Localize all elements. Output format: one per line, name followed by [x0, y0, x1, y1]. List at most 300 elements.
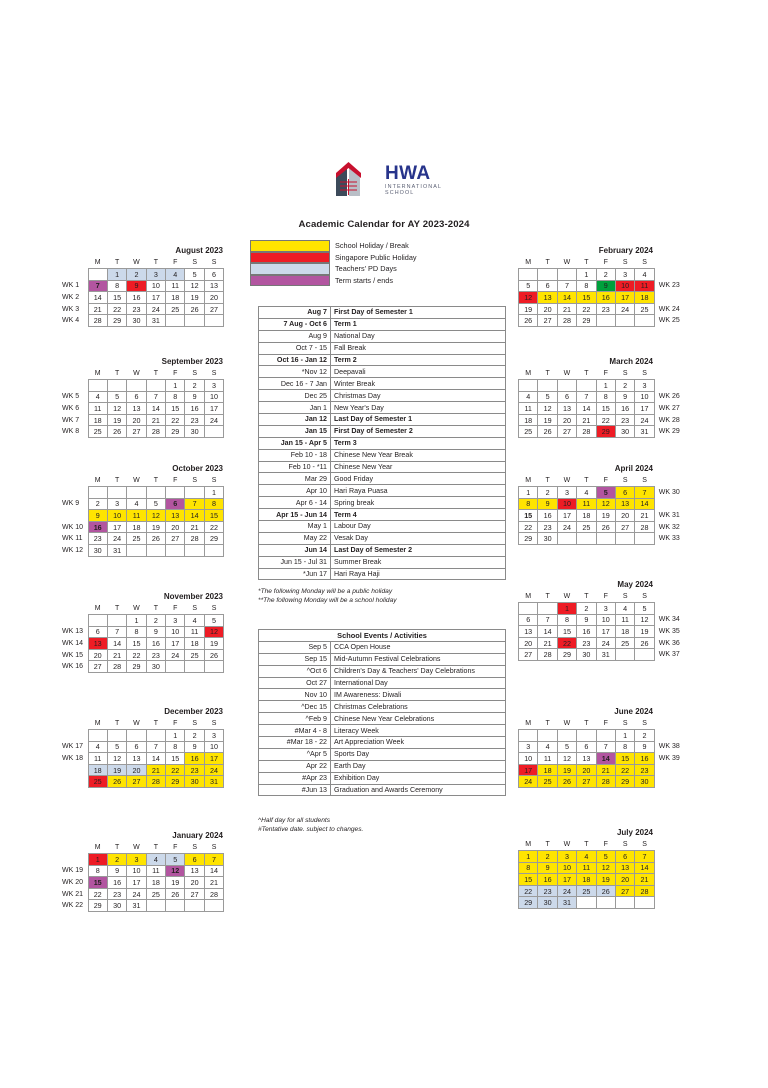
day-cell: 5: [107, 391, 126, 403]
day-cell: 20: [127, 414, 146, 426]
term-row: [259, 544, 506, 556]
week-row: [519, 315, 687, 327]
week-number-label: WK 35: [658, 628, 680, 636]
day-cell-empty: [166, 545, 185, 557]
day-cell: 15: [107, 292, 126, 304]
day-cell: 19: [557, 764, 576, 776]
day-cell-empty: [615, 315, 634, 327]
day-cell: 27: [185, 888, 204, 900]
term-date: *Nov 12: [259, 366, 331, 378]
day-cell: 25: [88, 776, 107, 788]
day-cell-empty: [166, 661, 185, 673]
day-cell: 16: [88, 521, 107, 533]
dow-label: S: [192, 605, 197, 613]
day-cell: 18: [127, 521, 146, 533]
day-cell: 5: [146, 498, 165, 510]
day-cell: 29: [519, 897, 538, 909]
day-cell: 6: [127, 391, 146, 403]
term-row: [259, 556, 506, 568]
dow-label: T: [153, 605, 158, 613]
dow-label: F: [603, 477, 608, 485]
footnote: *The following Monday will be a public holiday: [258, 588, 393, 595]
day-cell: 11: [88, 403, 107, 415]
event-row: [259, 725, 506, 737]
day-cell-empty: [557, 380, 576, 392]
day-cell: 18: [146, 877, 165, 889]
day-cell: 9: [185, 391, 204, 403]
week-row: [519, 874, 687, 886]
week-row: [62, 403, 224, 415]
day-cell: 26: [557, 776, 576, 788]
day-cell: 4: [185, 615, 204, 627]
day-cell: 21: [146, 764, 165, 776]
legend-label: Teachers' PD Days: [335, 264, 397, 274]
day-cell: 28: [538, 649, 557, 661]
dow-header-row: [519, 368, 687, 380]
dow-label: T: [545, 593, 550, 601]
week-number-label: WK 33: [658, 535, 680, 543]
page-title: Academic Calendar for AY 2023-2024: [298, 219, 470, 230]
event-date: #Apr 23: [259, 772, 331, 784]
month-block: [62, 592, 224, 673]
day-cell: 24: [204, 414, 223, 426]
week-number-label: [654, 764, 686, 776]
day-cell-empty: [166, 315, 185, 327]
event-date: ^Feb 9: [259, 713, 331, 725]
week-number-label: WK 36: [658, 639, 680, 647]
day-cell: 17: [166, 638, 185, 650]
week-row: [62, 865, 224, 877]
week-row: [62, 533, 224, 545]
week-number-label: [654, 862, 686, 874]
day-cell-empty: [88, 380, 107, 392]
day-cell: 30: [615, 426, 634, 438]
day-cell: 1: [88, 854, 107, 866]
day-cell: 5: [107, 741, 126, 753]
week-row: [519, 414, 687, 426]
term-description: Winter Break: [331, 378, 506, 390]
week-row: [519, 292, 687, 304]
dow-label: T: [153, 844, 158, 852]
term-date: Dec 25: [259, 390, 331, 402]
event-row: [259, 701, 506, 713]
school-logo: [336, 158, 456, 202]
event-date: ^Oct 6: [259, 665, 331, 677]
event-description: Earth Day: [331, 760, 506, 772]
day-cell: 27: [204, 303, 223, 315]
day-cell: 24: [596, 637, 615, 649]
week-number-label: WK 19: [62, 867, 84, 875]
term-description: Last Day of Semester 1: [331, 414, 506, 426]
month-title: August 2023: [175, 246, 223, 255]
day-cell: 19: [538, 414, 557, 426]
legend-row: [250, 263, 417, 275]
day-cell: 24: [635, 414, 654, 426]
footnote: ^Half day for all students: [258, 817, 330, 824]
dow-label: T: [545, 370, 550, 378]
day-cell: 28: [204, 888, 223, 900]
day-cell: 20: [204, 292, 223, 304]
day-cell: 14: [557, 292, 576, 304]
month-block: [518, 357, 687, 438]
day-cell: 27: [127, 426, 146, 438]
month-title: May 2024: [617, 580, 653, 589]
term-description: Chinese New Year Break: [331, 449, 506, 461]
day-cell: 3: [166, 615, 185, 627]
day-cell: 10: [127, 865, 146, 877]
day-cell-empty: [127, 380, 146, 392]
day-cell: 7: [185, 498, 204, 510]
day-cell: 3: [127, 854, 146, 866]
week-row: [62, 487, 224, 499]
week-row: [519, 851, 687, 863]
dow-label: M: [94, 720, 101, 728]
day-cell: 13: [519, 626, 538, 638]
day-cell-empty: [615, 897, 634, 909]
term-description: Term 3: [331, 437, 506, 449]
day-cell: 20: [127, 764, 146, 776]
day-cell: 21: [577, 414, 596, 426]
event-description: International Day: [331, 677, 506, 689]
day-cell: 19: [596, 510, 615, 522]
week-number-label: [654, 292, 686, 304]
day-cell: 18: [519, 414, 538, 426]
day-cell-empty: [577, 380, 596, 392]
day-cell: 11: [577, 862, 596, 874]
day-cell: 1: [519, 851, 538, 863]
day-cell: 25: [88, 426, 107, 438]
day-cell: 30: [185, 426, 204, 438]
week-number-label: WK 22: [62, 902, 84, 910]
week-row: [519, 603, 687, 615]
day-cell: 14: [185, 510, 204, 522]
day-cell: 16: [635, 753, 654, 765]
day-cell: 12: [146, 510, 165, 522]
day-cell: 14: [204, 865, 223, 877]
day-cell: 11: [538, 753, 557, 765]
dow-label: T: [545, 477, 550, 485]
month-grid: [62, 603, 224, 673]
month-block: [518, 707, 687, 788]
dow-label: S: [622, 370, 628, 378]
day-cell: 10: [146, 280, 165, 292]
event-description: CCA Open House: [331, 641, 506, 653]
day-cell: 1: [577, 269, 596, 281]
term-date: Apr 6 - 14: [259, 497, 331, 509]
term-row: [259, 378, 506, 390]
day-cell-empty: [166, 487, 185, 499]
day-cell: 7: [538, 614, 557, 626]
day-cell: 23: [538, 885, 557, 897]
day-cell: 29: [127, 661, 146, 673]
day-cell: 17: [635, 403, 654, 415]
week-number-label: WK 7: [62, 416, 80, 424]
term-dates-table: [258, 306, 506, 580]
day-cell: 17: [204, 753, 223, 765]
term-description: Hari Raya Haji: [331, 568, 506, 580]
day-cell-empty: [185, 315, 204, 327]
day-cell: 4: [538, 741, 557, 753]
day-cell: 23: [538, 521, 557, 533]
term-description: Chinese New Year: [331, 461, 506, 473]
day-cell: 5: [635, 603, 654, 615]
week-row: [62, 776, 224, 788]
dow-label: T: [584, 720, 589, 728]
day-cell-empty: [166, 900, 185, 912]
day-cell: 14: [538, 626, 557, 638]
day-cell: 19: [519, 303, 538, 315]
term-footnotes: [258, 588, 397, 606]
day-cell: 7: [146, 391, 165, 403]
day-cell-empty: [204, 315, 223, 327]
event-date: Oct 27: [259, 677, 331, 689]
day-cell-empty: [635, 649, 654, 661]
week-number-label: WK 3: [62, 305, 80, 313]
day-cell: 9: [538, 498, 557, 510]
dow-label: F: [603, 841, 608, 849]
day-cell: 22: [88, 888, 107, 900]
day-cell: 8: [519, 498, 538, 510]
day-cell: 25: [577, 885, 596, 897]
day-cell: 11: [88, 753, 107, 765]
day-cell: 7: [596, 741, 615, 753]
month-grid: [518, 839, 687, 909]
month-block: [518, 828, 687, 909]
week-row: [62, 888, 224, 900]
dow-label: S: [622, 841, 628, 849]
day-cell-empty: [146, 545, 165, 557]
day-cell: 28: [146, 426, 165, 438]
week-number-label: WK 9: [62, 500, 80, 508]
dow-label: T: [545, 720, 550, 728]
term-date: Feb 10 - *11: [259, 461, 331, 473]
day-cell: 12: [166, 865, 185, 877]
legend-swatch: [250, 263, 330, 275]
day-cell: 29: [166, 426, 185, 438]
day-cell: 8: [615, 741, 634, 753]
day-cell: 8: [127, 626, 146, 638]
day-cell: 27: [519, 649, 538, 661]
day-cell-empty: [519, 603, 538, 615]
dow-header-row: [62, 368, 224, 380]
month-block: [62, 357, 224, 438]
week-row: [62, 521, 224, 533]
week-number-label: [62, 776, 88, 788]
week-number-label: WK 4: [62, 317, 80, 325]
day-cell: 15: [127, 638, 146, 650]
day-cell: 3: [635, 380, 654, 392]
dow-label: M: [94, 477, 101, 485]
day-cell: 25: [635, 303, 654, 315]
day-cell: 31: [204, 776, 223, 788]
month-title: September 2023: [161, 357, 223, 366]
day-cell-empty: [185, 900, 204, 912]
term-description: New Year's Day: [331, 402, 506, 414]
day-cell: 4: [146, 854, 165, 866]
day-cell: 21: [146, 414, 165, 426]
day-cell-empty: [538, 603, 557, 615]
day-cell-empty: [107, 380, 126, 392]
day-cell-empty: [185, 661, 204, 673]
week-row: [62, 510, 224, 522]
dow-label: W: [563, 841, 571, 849]
day-cell: 9: [596, 280, 615, 292]
day-cell: 21: [88, 303, 107, 315]
day-cell: 14: [635, 862, 654, 874]
term-description: Term 1: [331, 318, 506, 330]
dow-label: T: [114, 844, 120, 852]
day-cell: 25: [127, 533, 146, 545]
day-cell: 15: [577, 292, 596, 304]
day-cell: 8: [88, 865, 107, 877]
day-cell: 31: [107, 545, 126, 557]
month-block: [518, 580, 687, 661]
month-block: [62, 246, 224, 327]
week-number-label: WK 31: [658, 512, 680, 520]
day-cell: 10: [557, 498, 576, 510]
dow-label: M: [94, 844, 101, 852]
dow-header-row: [519, 257, 687, 269]
day-cell: 15: [519, 510, 538, 522]
day-cell: 4: [519, 391, 538, 403]
day-cell: 4: [577, 487, 596, 499]
week-number-label: [654, 851, 686, 863]
day-cell-empty: [185, 545, 204, 557]
week-row: [519, 741, 687, 753]
logo-subtitle-1: INTERNATIONAL: [385, 183, 443, 190]
day-cell-empty: [557, 730, 576, 742]
day-cell: 20: [166, 521, 185, 533]
month-grid: [518, 257, 687, 327]
week-row: [519, 403, 687, 415]
day-cell: 15: [519, 874, 538, 886]
day-cell: 13: [557, 403, 576, 415]
week-number-label: WK 12: [62, 546, 84, 554]
week-number-label: [62, 269, 88, 281]
term-row: [259, 414, 506, 426]
day-cell: 24: [127, 888, 146, 900]
day-cell: 17: [615, 292, 634, 304]
day-cell: 23: [127, 303, 146, 315]
term-row: [259, 497, 506, 509]
week-row: [62, 315, 224, 327]
day-cell: 21: [185, 521, 204, 533]
term-date: Dec 16 - 7 Jan: [259, 378, 331, 390]
week-row: [519, 521, 687, 533]
day-cell: 26: [204, 649, 223, 661]
day-cell: 4: [88, 391, 107, 403]
day-cell-empty: [557, 269, 576, 281]
day-cell-empty: [596, 730, 615, 742]
week-row: [519, 730, 687, 742]
week-number-label: [654, 498, 686, 510]
dow-label: S: [192, 720, 197, 728]
week-number-label: WK 29: [658, 428, 680, 436]
spacer: [62, 475, 88, 487]
day-cell: 12: [635, 614, 654, 626]
day-cell: 7: [88, 280, 107, 292]
day-cell: 21: [538, 637, 557, 649]
day-cell: 16: [577, 626, 596, 638]
month-title: February 2024: [598, 246, 653, 255]
day-cell: 29: [166, 776, 185, 788]
term-row: [259, 568, 506, 580]
event-description: Chinese New Year Celebrations: [331, 713, 506, 725]
dow-label: T: [153, 720, 158, 728]
event-row: [259, 784, 506, 796]
day-cell: 11: [185, 626, 204, 638]
day-cell-empty: [635, 897, 654, 909]
day-cell-empty: [635, 315, 654, 327]
day-cell: 15: [615, 753, 634, 765]
week-row: [519, 885, 687, 897]
day-cell: 3: [204, 730, 223, 742]
dow-label: W: [133, 259, 140, 267]
day-cell: 14: [577, 403, 596, 415]
week-row: [519, 649, 687, 661]
day-cell-empty: [577, 533, 596, 545]
day-cell: 7: [635, 851, 654, 863]
dow-label: W: [133, 477, 140, 485]
day-cell: 1: [557, 603, 576, 615]
dow-header-row: [62, 603, 224, 615]
month-block: [62, 464, 224, 557]
term-date: Jan 15 - Apr 5: [259, 437, 331, 449]
day-cell: 22: [577, 303, 596, 315]
term-description: First Day of Semester 1: [331, 307, 506, 319]
day-cell: 9: [577, 614, 596, 626]
day-cell: 19: [596, 874, 615, 886]
day-cell: 28: [185, 533, 204, 545]
day-cell: 12: [538, 403, 557, 415]
day-cell: 13: [577, 753, 596, 765]
day-cell: 30: [146, 661, 165, 673]
dow-label: M: [94, 605, 101, 613]
week-number-label: [654, 730, 686, 742]
legend-label: Term starts / ends: [335, 275, 393, 285]
spacer: [62, 842, 88, 854]
spacer: [654, 368, 686, 380]
legend-row: [250, 275, 417, 287]
month-grid: [62, 718, 224, 788]
day-cell: 18: [88, 764, 107, 776]
dow-label: F: [603, 259, 608, 267]
day-cell: 4: [88, 741, 107, 753]
day-cell: 14: [146, 753, 165, 765]
dow-header-row: [519, 591, 687, 603]
event-description: Graduation and Awards Ceremony: [331, 784, 506, 796]
day-cell: 2: [596, 269, 615, 281]
event-date: #Jun 13: [259, 784, 331, 796]
dow-label: M: [525, 477, 532, 485]
day-cell: 8: [577, 280, 596, 292]
term-date: Mar 29: [259, 473, 331, 485]
week-row: [519, 380, 687, 392]
event-row: [259, 772, 506, 784]
day-cell: 8: [519, 862, 538, 874]
day-cell-empty: [596, 897, 615, 909]
day-cell-empty: [538, 380, 557, 392]
week-row: [62, 292, 224, 304]
day-cell: 12: [204, 626, 223, 638]
day-cell: 23: [615, 414, 634, 426]
term-description: Term 4: [331, 509, 506, 521]
spacer: [62, 718, 88, 730]
dow-label: S: [192, 259, 197, 267]
day-cell-empty: [146, 380, 165, 392]
dow-label: W: [563, 370, 571, 378]
day-cell-empty: [557, 533, 576, 545]
